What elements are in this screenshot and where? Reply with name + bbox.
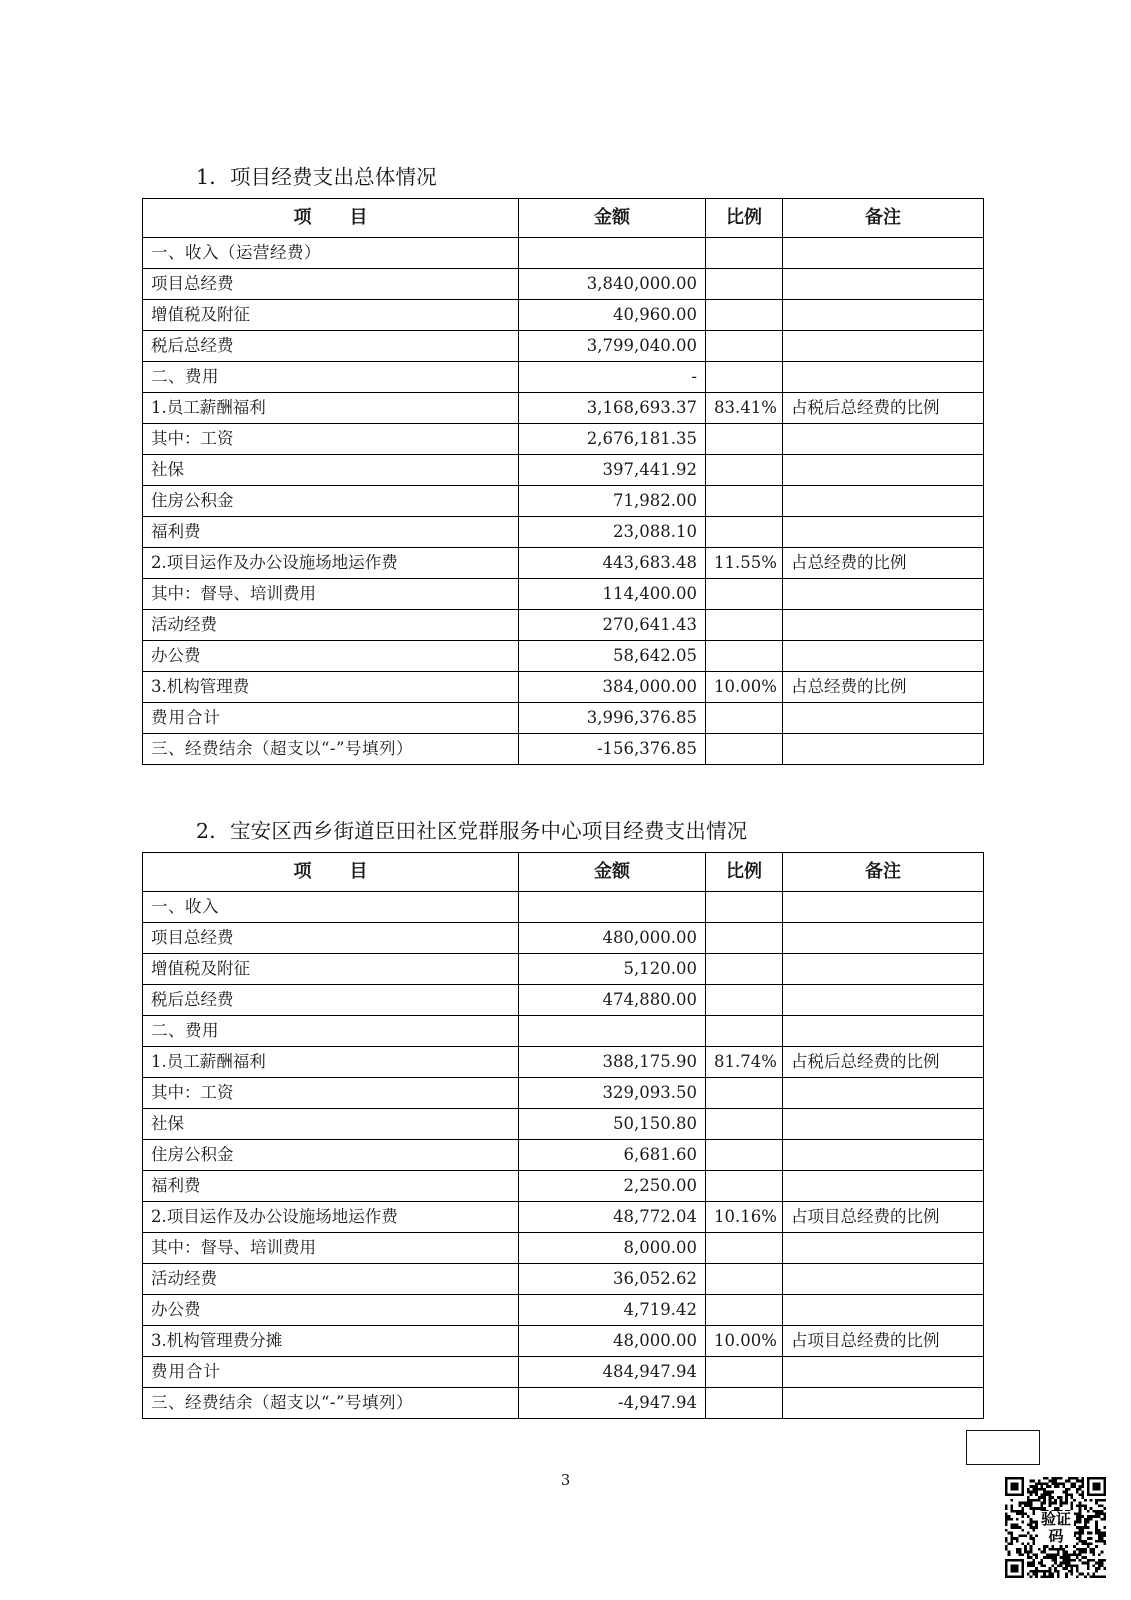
- row-item-label: 社保: [143, 455, 519, 486]
- row-amount: 474,880.00: [519, 985, 706, 1016]
- row-ratio: 10.00%: [706, 1326, 783, 1357]
- row-amount: 484,947.94: [519, 1357, 706, 1388]
- row-amount: 3,799,040.00: [519, 331, 706, 362]
- row-remark: 占税后总经费的比例: [783, 1047, 984, 1078]
- table-row: [143, 1357, 984, 1388]
- page-number: 3: [560, 1471, 571, 1489]
- table-row: [143, 610, 984, 641]
- column-header-amount: 金额: [519, 853, 706, 892]
- row-remark: [783, 923, 984, 954]
- row-remark: 占总经费的比例: [783, 672, 984, 703]
- table-row: [143, 238, 984, 269]
- row-remark: [783, 362, 984, 393]
- row-remark: [783, 641, 984, 672]
- row-remark: [783, 331, 984, 362]
- table-row: [143, 1295, 984, 1326]
- column-header-amount: 金额: [519, 199, 706, 238]
- row-item-label: 二、费用: [143, 362, 519, 393]
- table-row: [143, 672, 984, 703]
- row-amount: 8,000.00: [519, 1233, 706, 1264]
- row-ratio: [706, 923, 783, 954]
- row-ratio: [706, 300, 783, 331]
- row-amount: 3,168,693.37: [519, 393, 706, 424]
- row-amount: 3,996,376.85: [519, 703, 706, 734]
- table-row: [143, 734, 984, 765]
- row-amount: [519, 892, 706, 923]
- row-item-label: 福利费: [143, 517, 519, 548]
- stamp-placeholder-box: [966, 1430, 1040, 1465]
- row-item-label: 增值税及附征: [143, 954, 519, 985]
- row-remark: [783, 238, 984, 269]
- row-item-label: 三、经费结余（超支以“-”号填列）: [143, 1388, 519, 1419]
- row-ratio: 10.16%: [706, 1202, 783, 1233]
- section-heading: 2．宝安区西乡街道臣田社区党群服务中心项目经费支出情况: [196, 819, 748, 843]
- column-header-item: [143, 853, 519, 892]
- row-ratio: [706, 238, 783, 269]
- row-item-label: 项目总经费: [143, 269, 519, 300]
- row-remark: [783, 1109, 984, 1140]
- row-ratio: [706, 1109, 783, 1140]
- row-remark: [783, 734, 984, 765]
- row-remark: [783, 892, 984, 923]
- row-item-label: 住房公积金: [143, 486, 519, 517]
- column-header-item: [143, 199, 519, 238]
- finance-table-1: [142, 198, 984, 765]
- row-ratio: [706, 579, 783, 610]
- row-remark: [783, 1233, 984, 1264]
- row-ratio: [706, 1171, 783, 1202]
- row-remark: [783, 269, 984, 300]
- row-amount: 114,400.00: [519, 579, 706, 610]
- row-ratio: [706, 985, 783, 1016]
- table-row: [143, 892, 984, 923]
- row-ratio: [706, 331, 783, 362]
- row-amount: 23,088.10: [519, 517, 706, 548]
- table-row: [143, 548, 984, 579]
- row-amount: 40,960.00: [519, 300, 706, 331]
- row-remark: [783, 954, 984, 985]
- table-row: [143, 424, 984, 455]
- column-header-remark: 备注: [783, 199, 984, 238]
- verification-qr-code: [1005, 1477, 1106, 1578]
- section-project-total-expenditure: [142, 162, 984, 765]
- row-remark: [783, 517, 984, 548]
- row-amount: [519, 1016, 706, 1047]
- row-remark: [783, 455, 984, 486]
- row-item-label: 税后总经费: [143, 985, 519, 1016]
- table-row: [143, 1016, 984, 1047]
- table-row: [143, 703, 984, 734]
- column-header-item-label: 项 目: [293, 206, 378, 228]
- row-ratio: [706, 486, 783, 517]
- column-header-item-label: 项 目: [293, 860, 378, 882]
- row-amount: 384,000.00: [519, 672, 706, 703]
- row-ratio: 83.41%: [706, 393, 783, 424]
- row-amount: 6,681.60: [519, 1140, 706, 1171]
- row-ratio: [706, 269, 783, 300]
- table-row: [143, 1326, 984, 1357]
- column-header-ratio: 比例: [706, 853, 783, 892]
- row-remark: [783, 300, 984, 331]
- row-item-label: 其中：工资: [143, 1078, 519, 1109]
- row-remark: [783, 579, 984, 610]
- table-row: [143, 269, 984, 300]
- row-ratio: [706, 362, 783, 393]
- row-ratio: [706, 517, 783, 548]
- row-amount: 4,719.42: [519, 1295, 706, 1326]
- row-item-label: 一、收入: [143, 892, 519, 923]
- row-remark: [783, 1295, 984, 1326]
- row-item-label: 二、费用: [143, 1016, 519, 1047]
- table-row: [143, 954, 984, 985]
- table-row: [143, 455, 984, 486]
- row-amount: 3,840,000.00: [519, 269, 706, 300]
- row-item-label: 项目总经费: [143, 923, 519, 954]
- row-ratio: [706, 610, 783, 641]
- table-row: [143, 486, 984, 517]
- row-item-label: 费用合计: [143, 703, 519, 734]
- row-ratio: [706, 1264, 783, 1295]
- row-item-label: 1.员工薪酬福利: [143, 393, 519, 424]
- row-amount: 329,093.50: [519, 1078, 706, 1109]
- table-row: [143, 1233, 984, 1264]
- table-row: [143, 923, 984, 954]
- row-amount: -156,376.85: [519, 734, 706, 765]
- row-item-label: 3.机构管理费分摊: [143, 1326, 519, 1357]
- row-item-label: 税后总经费: [143, 331, 519, 362]
- row-ratio: [706, 703, 783, 734]
- table-body: [143, 892, 984, 1419]
- row-amount: -4,947.94: [519, 1388, 706, 1419]
- row-item-label: 活动经费: [143, 610, 519, 641]
- row-remark: [783, 1078, 984, 1109]
- section-heading: 1．项目经费支出总体情况: [196, 165, 437, 189]
- row-item-label: 2.项目运作及办公设施场地运作费: [143, 548, 519, 579]
- row-ratio: [706, 1140, 783, 1171]
- table-row: [143, 641, 984, 672]
- row-amount: 2,250.00: [519, 1171, 706, 1202]
- row-amount: 270,641.43: [519, 610, 706, 641]
- row-amount: 480,000.00: [519, 923, 706, 954]
- row-amount: 397,441.92: [519, 455, 706, 486]
- row-item-label: 增值税及附征: [143, 300, 519, 331]
- row-remark: 占项目总经费的比例: [783, 1326, 984, 1357]
- row-item-label: 福利费: [143, 1171, 519, 1202]
- finance-table-2: [142, 852, 984, 1419]
- row-ratio: 10.00%: [706, 672, 783, 703]
- table-row: [143, 1388, 984, 1419]
- row-item-label: 1.员工薪酬福利: [143, 1047, 519, 1078]
- row-ratio: [706, 1295, 783, 1326]
- table-row: [143, 300, 984, 331]
- row-item-label: 2.项目运作及办公设施场地运作费: [143, 1202, 519, 1233]
- row-ratio: [706, 1016, 783, 1047]
- row-item-label: 其中：工资: [143, 424, 519, 455]
- row-amount: 58,642.05: [519, 641, 706, 672]
- row-remark: [783, 1016, 984, 1047]
- table-header-row: [143, 199, 984, 238]
- row-ratio: 81.74%: [706, 1047, 783, 1078]
- table-row: [143, 331, 984, 362]
- row-amount: 5,120.00: [519, 954, 706, 985]
- row-amount: 48,772.04: [519, 1202, 706, 1233]
- row-ratio: [706, 1078, 783, 1109]
- row-remark: [783, 1264, 984, 1295]
- row-amount: [519, 238, 706, 269]
- table-body: [143, 238, 984, 765]
- row-remark: [783, 610, 984, 641]
- row-item-label: 社保: [143, 1109, 519, 1140]
- table-row: [143, 1140, 984, 1171]
- row-ratio: [706, 954, 783, 985]
- row-item-label: 其中：督导、培训费用: [143, 579, 519, 610]
- row-item-label: 活动经费: [143, 1264, 519, 1295]
- row-item-label: 3.机构管理费: [143, 672, 519, 703]
- row-ratio: [706, 641, 783, 672]
- table-row: [143, 1047, 984, 1078]
- row-item-label: 办公费: [143, 1295, 519, 1326]
- row-remark: [783, 1140, 984, 1171]
- row-item-label: 住房公积金: [143, 1140, 519, 1171]
- table-row: [143, 393, 984, 424]
- table-row: [143, 1171, 984, 1202]
- table-row: [143, 1264, 984, 1295]
- table-row: [143, 1109, 984, 1140]
- row-item-label: 其中：督导、培训费用: [143, 1233, 519, 1264]
- row-ratio: [706, 734, 783, 765]
- row-item-label: 办公费: [143, 641, 519, 672]
- column-header-ratio: 比例: [706, 199, 783, 238]
- row-ratio: [706, 455, 783, 486]
- row-amount: 71,982.00: [519, 486, 706, 517]
- row-ratio: [706, 424, 783, 455]
- table-row: [143, 517, 984, 548]
- row-ratio: [706, 1357, 783, 1388]
- row-amount: -: [519, 362, 706, 393]
- column-header-remark: 备注: [783, 853, 984, 892]
- row-remark: 占税后总经费的比例: [783, 393, 984, 424]
- row-remark: [783, 486, 984, 517]
- row-remark: [783, 985, 984, 1016]
- table-row: [143, 579, 984, 610]
- row-item-label: 费用合计: [143, 1357, 519, 1388]
- table-row: [143, 1078, 984, 1109]
- section-chentian-community-expenditure: [142, 816, 984, 1419]
- row-amount: 50,150.80: [519, 1109, 706, 1140]
- table-row: [143, 362, 984, 393]
- row-amount: 36,052.62: [519, 1264, 706, 1295]
- qr-center-label: 验证码: [1038, 1511, 1074, 1545]
- table-row: [143, 985, 984, 1016]
- row-amount: 48,000.00: [519, 1326, 706, 1357]
- row-ratio: [706, 1388, 783, 1419]
- row-remark: [783, 1171, 984, 1202]
- row-remark: [783, 1357, 984, 1388]
- table-row: [143, 1202, 984, 1233]
- row-amount: 2,676,181.35: [519, 424, 706, 455]
- row-remark: [783, 1388, 984, 1419]
- row-remark: [783, 424, 984, 455]
- row-amount: 388,175.90: [519, 1047, 706, 1078]
- row-ratio: [706, 1233, 783, 1264]
- row-item-label: 一、收入（运营经费）: [143, 238, 519, 269]
- row-remark: 占总经费的比例: [783, 548, 984, 579]
- row-item-label: 三、经费结余（超支以“-”号填列）: [143, 734, 519, 765]
- row-ratio: [706, 892, 783, 923]
- table-header-row: [143, 853, 984, 892]
- row-amount: 443,683.48: [519, 548, 706, 579]
- row-remark: 占项目总经费的比例: [783, 1202, 984, 1233]
- row-ratio: 11.55%: [706, 548, 783, 579]
- row-remark: [783, 703, 984, 734]
